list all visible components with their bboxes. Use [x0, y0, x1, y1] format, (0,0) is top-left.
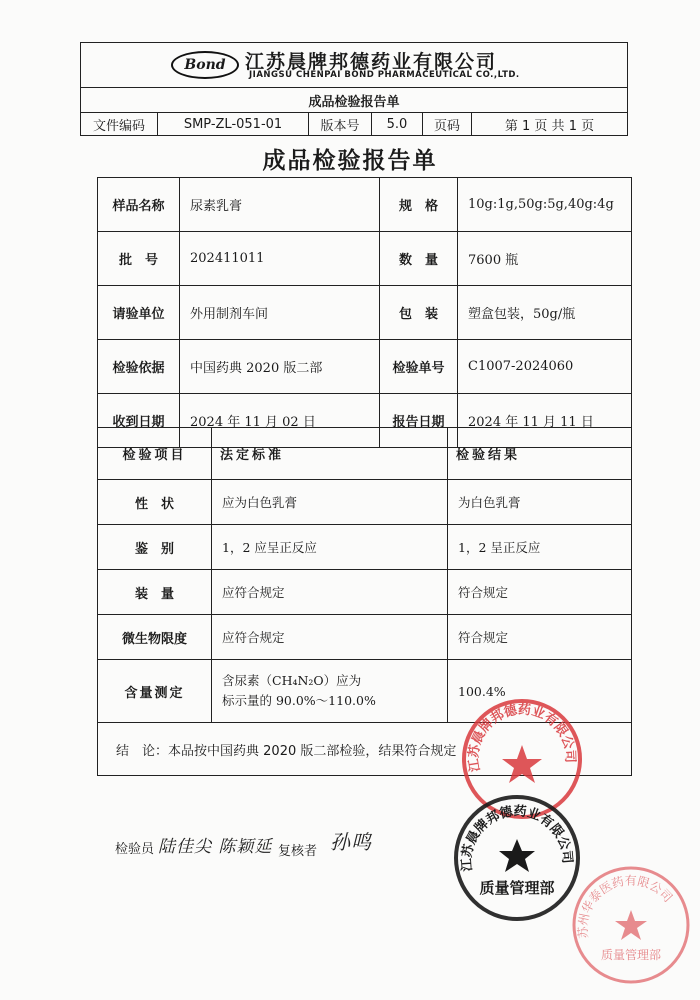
item-name: 鉴 别	[98, 525, 212, 570]
item-result: 1，2 呈正反应	[448, 525, 632, 570]
report-no-value: C1007-2024060	[458, 340, 632, 394]
svg-text:江苏晨牌邦德药业有限公司: 江苏晨牌邦德药业有限公司	[466, 702, 578, 773]
item-standard: 应符合规定	[212, 570, 448, 615]
row-batch-qty	[98, 232, 632, 286]
item-name: 性 状	[98, 480, 212, 525]
version-label: 版本号	[309, 113, 372, 136]
item-standard: 应符合规定	[212, 615, 448, 660]
pack-value: 塑盒包装，50g/瓶	[458, 286, 632, 340]
report-no-label: 检验单号	[380, 340, 458, 394]
sample-name: 尿素乳膏	[180, 178, 380, 232]
col-header-result: 检验结果	[448, 428, 632, 480]
reviewer-signature: 孙鸣	[330, 830, 372, 854]
batch-value: 202411011	[180, 232, 380, 286]
item-result: 符合规定	[448, 570, 632, 615]
qty-value: 7600 瓶	[458, 232, 632, 286]
conclusion-label: 结 论：	[116, 743, 169, 759]
page-title: 成品检验报告单	[262, 148, 438, 174]
svg-text:苏州华泰医药有限公司: 苏州华泰医药有限公司	[575, 873, 676, 939]
item-name: 装 量	[98, 570, 212, 615]
results-header-row	[98, 428, 632, 480]
company-header-cell	[81, 43, 628, 88]
standard-line-1: 含尿素（CH₄N₂O）应为	[222, 673, 362, 688]
pack-label: 包 装	[380, 286, 458, 340]
third-seal-center-text: 质量管理部	[600, 948, 661, 962]
qa-seal-center-text: 质量管理部	[479, 879, 555, 897]
svg-text:江苏晨牌邦德药业有限公司: 江苏晨牌邦德药业有限公司	[459, 804, 575, 872]
document-header	[80, 42, 628, 136]
conclusion-text: 本品按中国药典 2020 版二部检验，结果符合规定	[168, 743, 457, 759]
basis-label: 检验依据	[98, 340, 180, 394]
standard-line-2: 标示量的 90.0%～110.0%	[222, 693, 376, 708]
table-row	[98, 615, 632, 660]
item-result: 为白色乳膏	[448, 480, 632, 525]
item-result: 100.4%	[448, 660, 632, 723]
col-header-standard: 法定标准	[212, 428, 448, 480]
page-label: 页码	[423, 113, 472, 136]
item-standard: 应为白色乳膏	[212, 480, 448, 525]
sample-name-label: 样品名称	[98, 178, 180, 232]
dept-value: 外用制剂车间	[180, 286, 380, 340]
recv-date-label: 收到日期	[98, 394, 180, 448]
bond-logo: Bond	[171, 51, 239, 79]
report-date-value: 2024 年 11 月 11 日	[458, 394, 632, 448]
inspector-signature: 陆佳尖 陈颖延	[158, 837, 273, 857]
table-row	[98, 525, 632, 570]
row-dept-pack	[98, 286, 632, 340]
dept-label: 请验单位	[98, 286, 180, 340]
qty-label: 数 量	[380, 232, 458, 286]
header-doc-title: 成品检验报告单	[81, 88, 628, 113]
item-result: 符合规定	[448, 615, 632, 660]
qa-department-seal	[452, 793, 582, 923]
reviewer-label: 复核者	[278, 844, 318, 859]
report-date-label: 报告日期	[380, 394, 458, 448]
col-header-item: 检验项目	[98, 428, 212, 480]
version-value: 5.0	[372, 113, 423, 136]
basis-value: 中国药典 2020 版二部	[180, 340, 380, 394]
company-name-cn: 江苏晨牌邦德药业有限公司	[245, 51, 498, 73]
spec-value: 10g:1g,50g:5g,40g:4g	[458, 178, 632, 232]
item-standard	[212, 660, 448, 723]
report-table	[97, 177, 632, 448]
recv-date-value: 2024 年 11 月 02 日	[180, 394, 380, 448]
doc-code-label: 文件编码	[81, 113, 158, 136]
third-party-seal	[570, 864, 692, 986]
row-basis-no	[98, 340, 632, 394]
row-name-spec	[98, 178, 632, 232]
table-row	[98, 480, 632, 525]
company-name-en: JIANGSU CHENPAI BOND PHARMACEUTICAL CO.,LTD.	[249, 70, 520, 80]
doc-code: SMP-ZL-051-01	[158, 113, 309, 136]
table-row	[98, 570, 632, 615]
batch-label: 批 号	[98, 232, 180, 286]
inspector-label: 检验员	[115, 842, 155, 857]
item-standard: 1，2 应呈正反应	[212, 525, 448, 570]
item-name: 微生物限度	[98, 615, 212, 660]
page-value: 第 1 页 共 1 页	[472, 113, 628, 136]
item-name: 含量测定	[98, 660, 212, 723]
spec-label: 规 格	[380, 178, 458, 232]
